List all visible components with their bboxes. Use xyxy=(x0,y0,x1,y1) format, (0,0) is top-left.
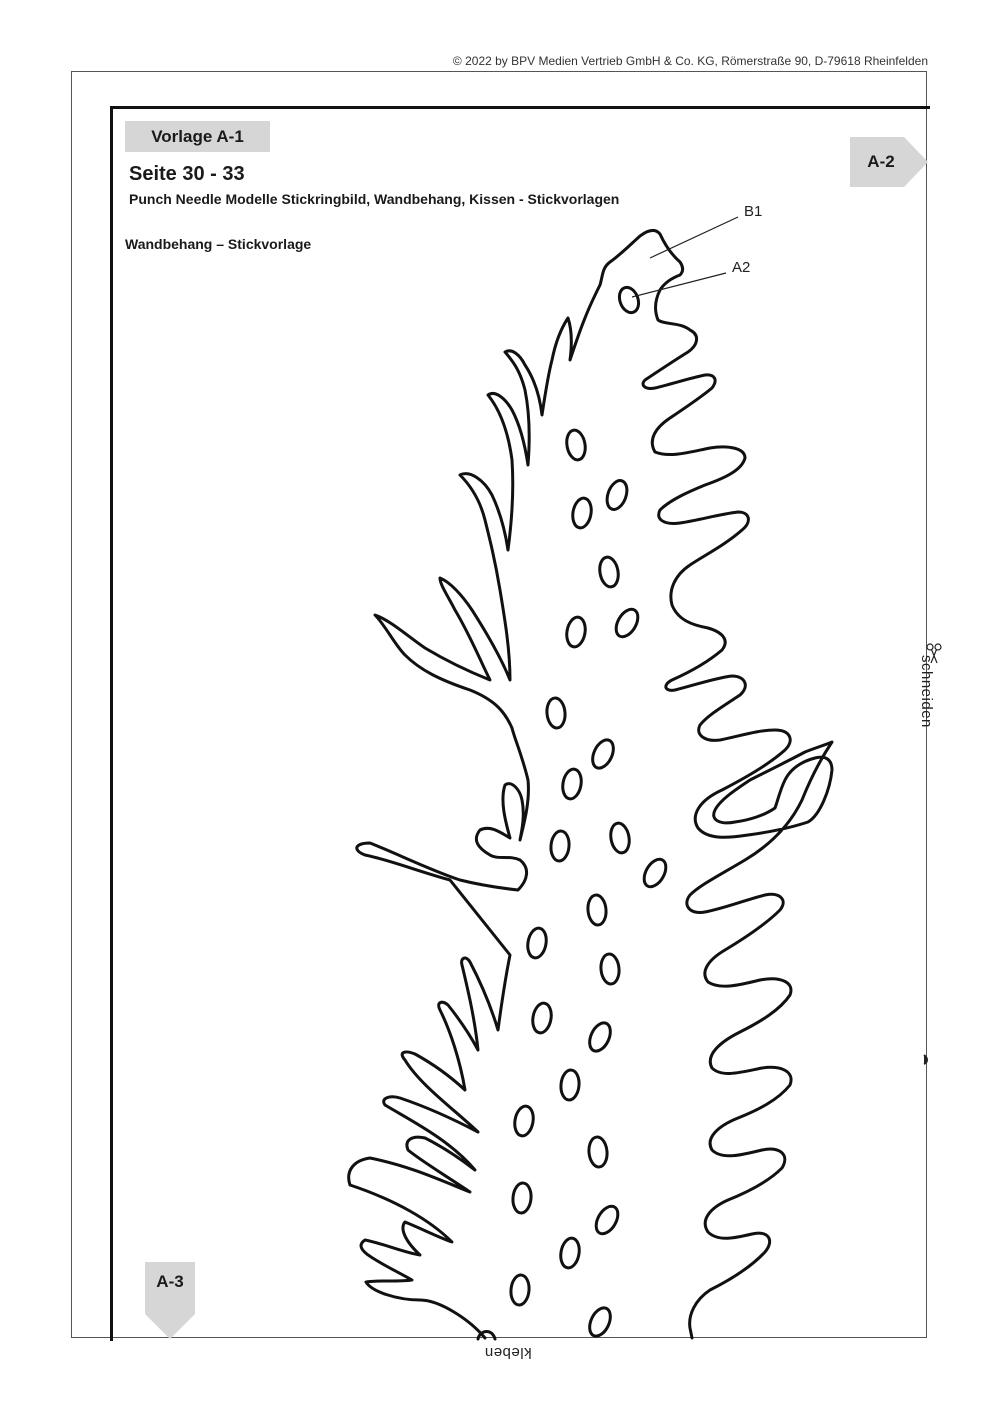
callout-a2: A2 xyxy=(732,259,751,276)
tab-right-label: A-2 xyxy=(867,152,895,171)
spot xyxy=(600,953,621,984)
spot xyxy=(589,737,618,772)
spot xyxy=(513,1105,536,1138)
spot xyxy=(560,1069,581,1100)
leaf-outline xyxy=(349,230,832,1338)
spot xyxy=(546,697,567,728)
callout-b1: B1 xyxy=(744,203,763,220)
spot xyxy=(592,1203,623,1238)
page-reference: Seite 30 - 33 xyxy=(129,163,245,185)
spot xyxy=(609,822,632,855)
spot xyxy=(571,497,594,530)
spot xyxy=(565,616,588,649)
spot xyxy=(588,1136,609,1167)
cut-label: schneiden xyxy=(918,655,935,728)
spot xyxy=(510,1274,531,1305)
spot xyxy=(565,429,588,462)
spot xyxy=(512,1182,533,1213)
spot xyxy=(531,1002,554,1035)
subtitle: Punch Needle Modelle Stickringbild, Wandbehang, Kissen - Stickvorlagen xyxy=(129,191,620,207)
spot xyxy=(587,894,608,925)
spot xyxy=(550,830,571,861)
spot xyxy=(526,927,549,960)
spot xyxy=(640,856,671,891)
spot xyxy=(603,478,630,512)
spot xyxy=(478,1331,495,1339)
spot xyxy=(561,768,584,801)
spot xyxy=(586,1020,615,1055)
spot xyxy=(612,606,643,641)
vorlage-badge: Vorlage A-1 xyxy=(125,121,270,152)
spot xyxy=(559,1237,582,1270)
section-title: Wandbehang – Stickvorlage xyxy=(125,236,312,252)
tab-bottom-label: A-3 xyxy=(156,1272,184,1291)
spot xyxy=(586,1305,615,1340)
copyright-notice: © 2022 by BPV Medien Vertrieb GmbH & Co. KG, Römerstraße 90, D-79618 Rheinfelden xyxy=(452,54,928,68)
spot xyxy=(598,556,621,589)
glue-label: kleben xyxy=(484,1344,532,1361)
edge-mark xyxy=(924,1055,927,1064)
stem-hole xyxy=(616,285,642,316)
